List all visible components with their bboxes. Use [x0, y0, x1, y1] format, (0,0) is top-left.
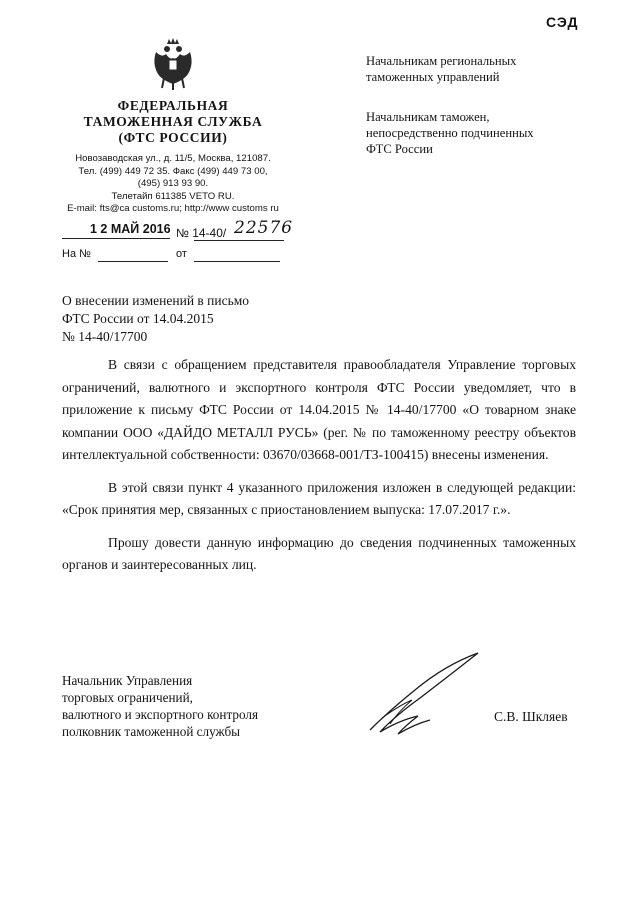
body-paragraph: В связи с обращением представителя правообладателя Управление торговых ограничений, валютного и экспортного контроля ФТС России уведомляет, что в приложение к письму ФТС России от 14.04.2015 № 14-40/17700 «О товарном знаке компании ООО «ДАЙДО МЕТАЛЛ РУСЬ» (рег. № по таможенному реестру объектов интеллектуальной собственности: 03670/03668-001/ТЗ-100415) внесены изменения.: [62, 357, 576, 462]
coat-of-arms-icon: [150, 38, 196, 90]
letter-subject: [62, 292, 249, 346]
reference-date-blank: [194, 261, 280, 262]
addressee-line: Начальникам региональных: [366, 54, 517, 68]
letter-body: [62, 354, 576, 587]
handwritten-signature: [360, 650, 490, 740]
registration-number-handwritten: 22576: [234, 218, 294, 238]
signatory-title-line: Начальник Управления: [62, 673, 193, 688]
agency-line: ФЕДЕРАЛЬНАЯ: [117, 98, 229, 113]
body-paragraph: В этой связи пункт 4 указанного приложения изложен в следующей редакции: «Срок принятия мер, связанных с приостановлением выпуска: 17.07.2017 г.».: [62, 479, 576, 517]
signatory-title: [62, 672, 258, 740]
agency-name: [60, 98, 286, 146]
reference-from-label: от: [176, 248, 187, 260]
addressee-line: ФТС России: [366, 142, 433, 156]
reference-label: На №: [62, 248, 91, 260]
subject-line: ФТС России от 14.04.2015: [62, 311, 214, 326]
registration-date: 1 2 МАЙ 2016: [90, 222, 171, 236]
address-line: E-mail: fts@ca customs.ru; http://www customs ru: [67, 203, 279, 214]
reference-number-blank: [98, 261, 168, 262]
addressee-block: [366, 109, 534, 157]
addressee-block: [366, 53, 516, 85]
registration-number-label: № 14-40/: [176, 226, 227, 240]
addressee-line: непосредственно подчиненных: [366, 126, 534, 140]
sed-mark: СЭД: [546, 14, 579, 30]
address-line: (495) 913 93 90.: [137, 178, 209, 189]
number-underline: [194, 240, 284, 241]
date-underline: [62, 238, 170, 239]
agency-line: (ФТС РОССИИ): [118, 130, 228, 145]
agency-address: [58, 153, 288, 216]
signatory-title-line: полковник таможенной службы: [62, 724, 241, 739]
reference-line: [62, 248, 292, 264]
subject-line: О внесении изменений в письмо: [62, 293, 250, 308]
address-line: Тел. (499) 449 72 35. Факс (499) 449 73 00,: [78, 165, 268, 177]
signatory-name: С.В. Шкляев: [494, 709, 568, 724]
body-paragraph: Прошу довести данную информацию до сведения подчиненных таможенных органов и заинтересованных лиц.: [62, 534, 576, 572]
signatory-title-line: торговых ограничений,: [62, 690, 193, 705]
address-line: Новозаводская ул., д. 11/5, Москва, 121087.: [75, 153, 271, 164]
subject-line: № 14-40/17700: [62, 329, 148, 344]
address-line: Телетайп 611385 VETO RU.: [111, 190, 235, 202]
signatory-title-line: валютного и экспортного контроля: [62, 707, 259, 722]
addressee-line: Начальникам таможен,: [366, 110, 490, 124]
agency-line: ТАМОЖЕННАЯ СЛУЖБА: [83, 114, 263, 129]
addressee-line: таможенных управлений: [366, 70, 500, 84]
registration-line: [62, 218, 294, 244]
